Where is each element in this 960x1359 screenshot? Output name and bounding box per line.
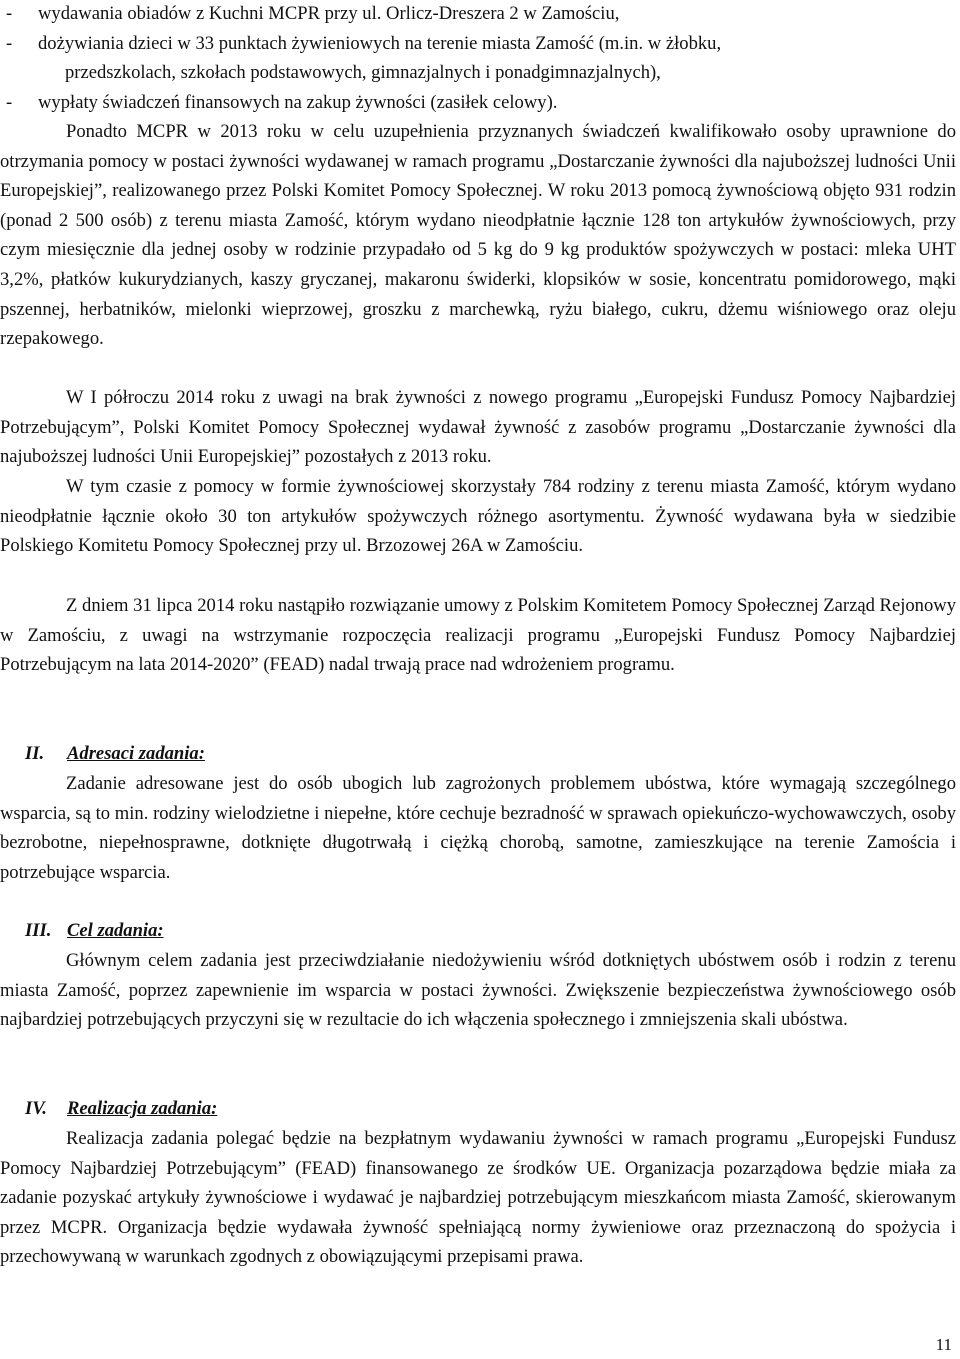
list-item-text: wypłaty świadczeń finansowych na zakup żywności (zasiłek celowy). [38, 91, 558, 113]
paragraph-first-half-2014: W I półroczu 2014 roku z uwagi na brak żywności z nowego programu „Europejski Fundusz Pomocy Najbardziej Potrzebującym”, Polski Komitet Pomocy Społecznej wydawał żywność z zasobów programu „Dostarczanie żywności dla najuboższej ludności Unii Europejskiej” pozostałych z 2013 roku. [0, 387, 956, 468]
bullet-dash: - [6, 91, 13, 113]
list-item-text: dożywiania dzieci w 33 punktach żywieniowych na terenie miasta Zamość (m.in. w żłobku, [38, 32, 722, 54]
page-number: 11 [935, 1335, 952, 1354]
bullet-dash: - [6, 3, 13, 24]
section-heading-goal [25, 916, 164, 946]
section-body-addressees: Zadanie adresowane jest do osób ubogich lub zagrożonych problemem ubóstwa, które wymagają szczególnego wsparcia, są to min. rodziny wielodzietne i niepełne, które cechuje bezradność w sprawach opiekuńczo-wychowawczych, osoby bezrobotne, niepełnosprawne, dotknięte długotrwałą i ciężką chorobą, samotne, zamieszkujące na terenie Zamościa i potrzebujące wsparcia. [0, 773, 956, 883]
section-body-implementation: Realizacja zadania polegać będzie na bezpłatnym wydawaniu żywności w ramach programu „Europejski Fundusz Pomocy Najbardziej Potrzebującym” (FEAD) finansowanego ze środków UE. Organizacja pozarządowa będzie miała za zadanie pozyskać artykuły żywnościowe i wydawać je najbardziej potrzebującym mieszkańcom miasta Zamość, skierowanym przez MCPR. Organizacja będzie wydawała żywność spełniającą normy żywieniowe oraz przeznaczoną do spożycia i przechowywaną w warunkach zgodnych z obowiązującymi przepisami prawa. [0, 1128, 956, 1268]
section-title: Realizacja zadania: [67, 1098, 218, 1119]
paragraph-784-families: W tym czasie z pomocy w formie żywnościowej skorzystały 784 rodziny z terenu miasta Zamość, którym wydano nieodpłatnie łącznie około 30 ton artykułów spożywczych różnego asortymentu. Żywność wydawana była w siedzibie Polskiego Komitetu Pomocy Społecznej przy ul. Brzozowej 26A w Zamościu. [0, 476, 956, 557]
list-item [0, 0, 960, 29]
section-title: Adresaci zadania: [67, 743, 205, 764]
bullet-dash: - [6, 32, 13, 54]
section-title: Cel zadania: [67, 920, 164, 941]
section-number: II. [25, 743, 45, 764]
section-heading-implementation [25, 1094, 217, 1124]
section-heading-addressees [25, 739, 205, 769]
section-number: III. [25, 920, 52, 941]
list-item-text: wydawania obiadów z Kuchni MCPR przy ul. Orlicz-Dreszera 2 w Zamościu, [38, 3, 620, 24]
list-item [0, 29, 960, 59]
paragraph-contract-termination: Z dniem 31 lipca 2014 roku nastąpiło rozwiązanie umowy z Polskim Komitetem Pomocy Społecznej Zarząd Rejonowy w Zamościu, z uwagi na wstrzymanie rozpoczęcia realizacji programu „Europejski Fundusz Pomocy Najbardziej Potrzebującym na lata 2014-2020” (FEAD) nadal trwają prace nad wdrożeniem programu. [0, 595, 956, 676]
list-item [0, 88, 960, 118]
bullet-list [0, 0, 960, 117]
section-number: IV. [25, 1098, 47, 1119]
paragraph-food-aid-2013: Ponadto MCPR w 2013 roku w celu uzupełnienia przyznanych świadczeń kwalifikowało osoby uprawnione do otrzymania pomocy w postaci żywności wydawanej w ramach programu „Dostarczanie żywności dla najuboższej ludności Unii Europejskiej”, realizowanego przez Polski Komitet Pomocy Społecznej. W roku 2013 pomocą żywnościową objęto 931 rodzin (ponad 2 500 osób) z terenu miasta Zamość, którym wydano nieodpłatnie łącznie 128 ton artykułów żywnościowych, przy czym miesięcznie dla jednej osoby w rodzinie przypadało od 5 kg do 9 kg produktów spożywczych w postaci: mleka UHT 3,2%, płatków kukurydzianych, kaszy gryczanej, makaronu świderki, klopsików w sosie, koncentratu pomidorowego, mąki pszennej, herbatników, mielonki wieprzowej, groszku z marchewką, ryżu białego, cukru, dżemu wiśniowego oraz oleju rzepakowego. [0, 121, 956, 350]
list-item-continuation: przedszkolach, szkołach podstawowych, gimnazjalnych i ponadgimnazjalnych), [65, 62, 661, 84]
section-body-goal: Głównym celem zadania jest przeciwdziałanie niedożywieniu wśród dotkniętych ubóstwem osób i rodzin z terenu miasta Zamość, poprzez zapewnienie im wsparcia w postaci żywności. Zwiększenie bezpieczeństwa żywnościowego osób najbardziej potrzebujących przyczyni się w rezultacie do ich włączenia społecznego i zmniejszenia skali ubóstwa. [0, 950, 956, 1031]
